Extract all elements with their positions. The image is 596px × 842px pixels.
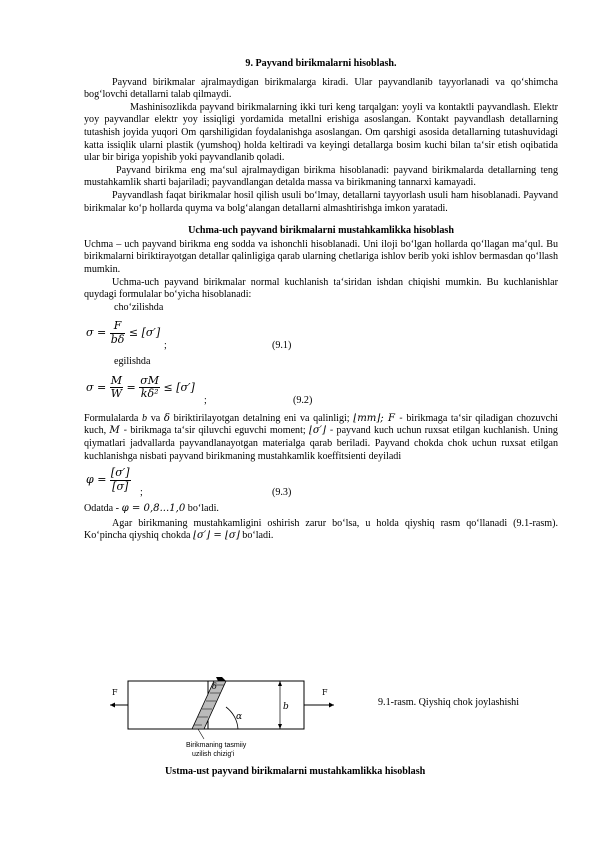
force-label-right: F [322, 688, 328, 697]
figure-caption: 9.1-rasm. Qiyshiq chok joylashishi [378, 697, 520, 708]
paragraph-3: Payvand birikma eng ma‘sul ajralmaydigan birikma hisoblanadi: payvand birikmalarda detallarning teng mustahkamlik sharti bajariladi; payvandlangan detalda massa va birikmaning tannarxi kamayadi. [84, 164, 558, 189]
formula-9-3-expression: φ = $\frac{[\sigma']}{[\sigma]}$ [86, 466, 130, 493]
section-title: 9. Payvand birikmalarni hisoblash. [245, 58, 397, 69]
paragraph-1: Payvand birikmalar ajralmaydigan birikmalarga kiradi. Ular payvandlanib tayyorlanadi va qo‘shimcha bog‘lovchi detallarni talab qilmaydi. [84, 76, 558, 101]
break-line-label-1: Birikmaning tasmiiy [186, 742, 247, 749]
formula-9-3-number: (9.3) [272, 487, 292, 499]
force-label-left: F [112, 688, 118, 697]
formula-label-tension: cho‘zilishda [114, 301, 164, 313]
formula-9-2: σ = $\frac{M}{W}$ = $\frac{\sigma M}{\text{kδ²}}$ ≤ [σ′] ; (9.2) [86, 373, 313, 406]
paragraph-7: Formulalarda b va δ biriktirilayotgan detalning eni va qalinligi; ⌊mm⌋; F - birikmaga ta‘sir qiladigan chozuvchi kuch, M - birikmaga ta‘sir qiluvchi eguvchi moment; ⌊σ′⌋ - payvand kuch uchun ruxsat etilgan kuchlanish. Uning qiymatlari jadvallarda payvandlanayotgan materialga qarab beriladi. Payvand chokda chok uchun ruxsat etilgan kuchlanishga nisbati payvand birikmaning mustahkamlik koeffitsienti deyiladi [84, 412, 558, 462]
paragraph-4: Payvandlash faqat birikmalar hosil qilish usuli bo‘lmay, detallarni tayyorlash usuli ham hisoblanadi. Payvand birikmalar ko‘p hollarda quyma va bolg‘alangan detallarni almashtirishga imkon yaratadi. [84, 189, 558, 214]
document-page [84, 58, 558, 543]
formula-9-2-number: (9.2) [293, 394, 313, 406]
paragraph-9: Agar birikmaning mustahkamligini oshirish zarur bo‘lsa, u holda qiyshiq rasm qo‘llanadi (9.1-rasm). Ko‘pincha qiyshiq chokda ⌊σ′⌋ = ⌊σ⌋ bo‘ladi. [84, 517, 558, 542]
angle-label: α [236, 712, 243, 722]
break-line-label-2: uzilish chizig'i [192, 751, 235, 758]
formula-9-3: φ = $\frac{[\sigma']}{[\sigma]}$ ; (9.3) [86, 466, 292, 499]
oblique-weld-figure [108, 673, 338, 763]
subsection-title: Uchma-uch payvand birikmalarni mustahkamlikka hisoblash [188, 225, 454, 237]
subsection-title-2: Ustma-ust payvand birikmalarni mustahkamlikka hisoblash [165, 766, 426, 777]
formula-9-1: σ = $\frac{F}{b\delta}$ ≤ [σ′] ; (9.1) [86, 319, 292, 352]
thickness-label: δ [212, 682, 217, 691]
paragraph-5: Uchma – uch payvand birikma eng sodda va ishonchli hisoblanadi. Uni iloji bo‘lgan hollarda qo‘llagan ma‘qul. Bu birikmalarni biriktirayotgan detallar qalinligiga qarab ularning chetlariga ishlov berib yoki ishlov bermasdan qo‘llash mumkin. [84, 238, 558, 275]
formula-label-bending: egilishda [114, 356, 151, 368]
formula-9-1-number: (9.1) [272, 340, 292, 352]
paragraph-2: Mashinisozlikda payvand birikmalarning ikki turi keng tarqalgan: yoyli va kontaktli payvandlash. Elektr yoy payvandlar elektr yoy issiqligi yordamida metallni erishiga asoslangan. Kontakt payvandlash detallarning tutashish joyida yuqori Om qarshiligidan foydalanishga asoslangan. Om qarshigi asosida detallarning tutashuvidagi katta issiqlik ularni plastik (yumshoq) holda keltiradi va keyingi detallarga bosim kuchi bilan ta‘sir etish oqibatida ular bir biriga yopishib yoki payvandlanib qoladi. [84, 101, 558, 164]
paragraph-8: Odatda - φ = 0,8...1,0 bo‘ladi. [84, 503, 219, 515]
width-label: b [283, 702, 289, 712]
formula-9-1-expression: σ = $\frac{F}{b\delta}$ ≤ [σ′] [86, 319, 161, 346]
formula-9-2-expression: σ = $\frac{M}{W}$ = $\frac{\sigma M}{\text{kδ²}}$ ≤ [σ′] [86, 373, 195, 401]
paragraph-6: Uchma-uch payvand birikmalar normal kuchlanish ta‘siridan ishdan chiqishi mumkin. Bu kuchlanishlar quydagi formulalar bo‘yicha hisoblanadi: [84, 276, 558, 301]
